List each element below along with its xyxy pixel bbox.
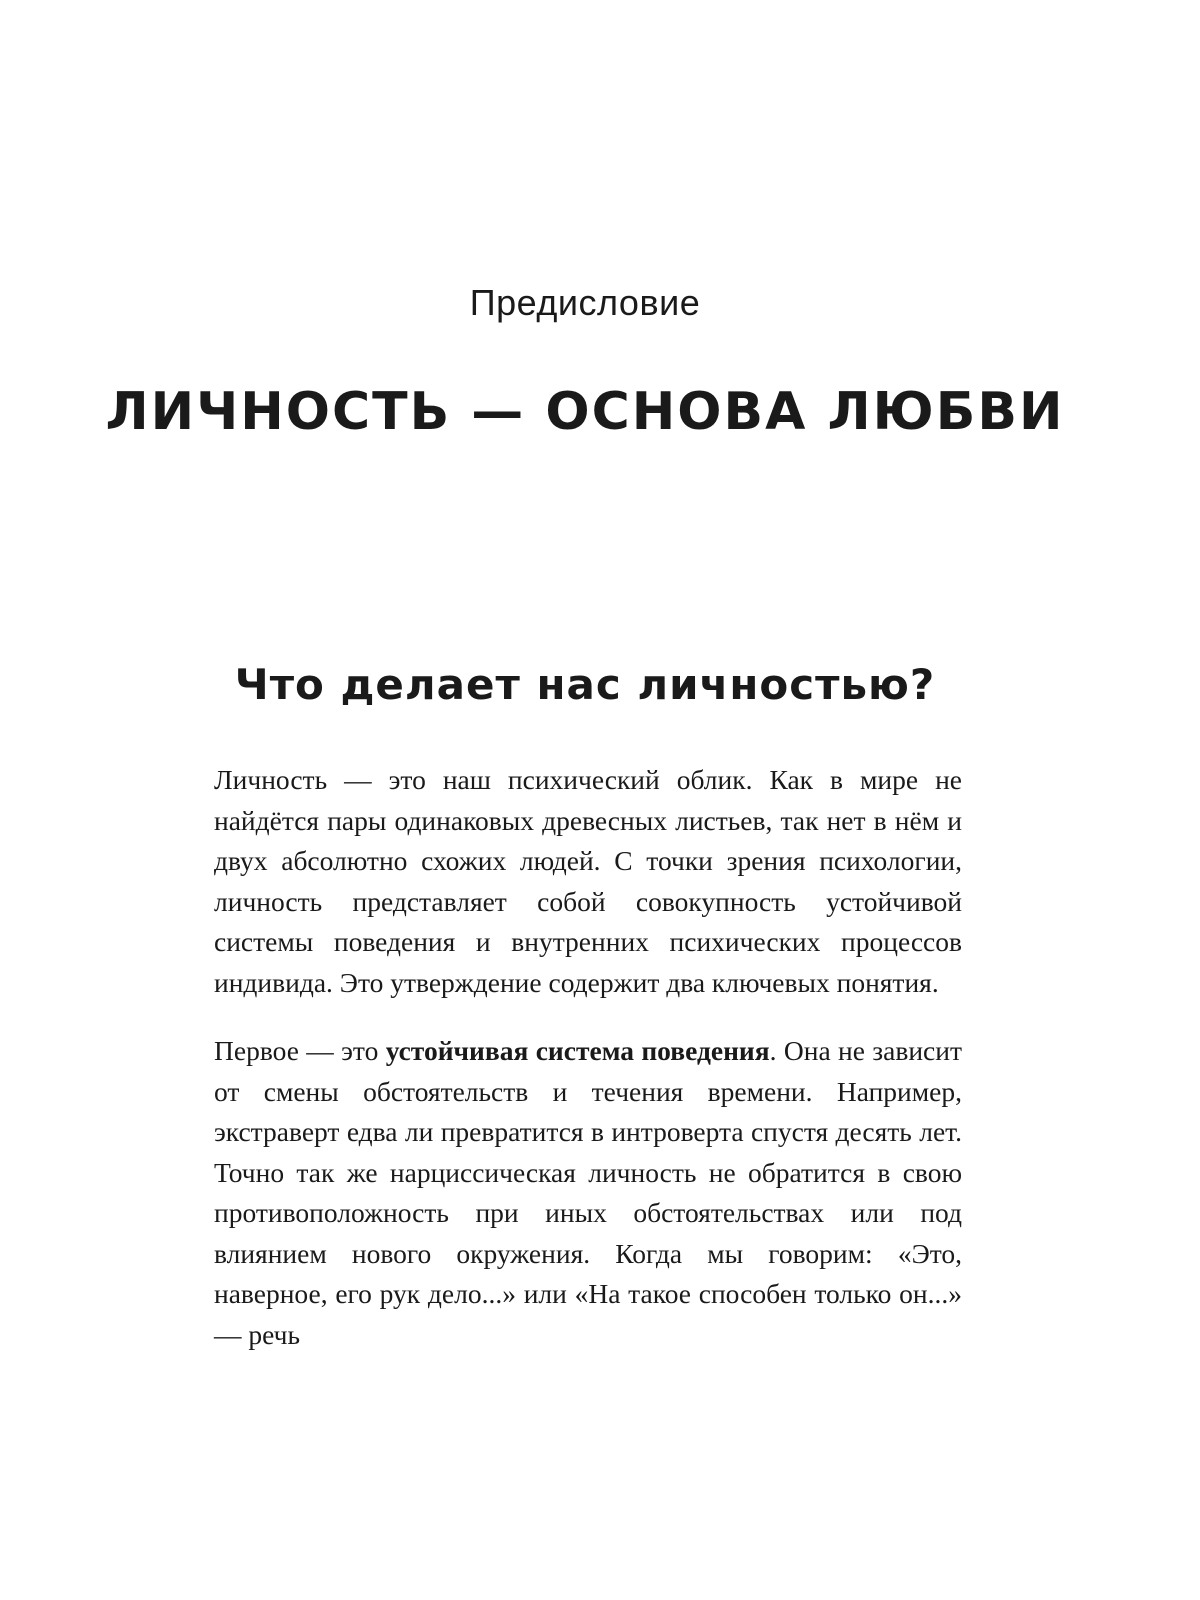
chapter-title: ЛИЧНОСТЬ — ОСНОВА ЛЮБВИ [105, 382, 1065, 442]
paragraph-2 [214, 1031, 962, 1355]
body-text [214, 760, 962, 1383]
paragraph-2-start: Первое — это [214, 1035, 386, 1066]
paragraph-2-rest: . Она не зависит от смены обстоятельств и течения времени. Например, экстраверт едва ли превратится в интроверта спустя десять лет. Точно так же нарциссическая личность не обратится в свою противоположность при иных обстоятельствах или под влиянием нового окружения. Когда мы говорим: «Это, наверное, его рук дело...» или «На такое способен только он...» — речь [214, 1035, 962, 1350]
preface-label: Предисловие [469, 282, 701, 323]
paragraph-1: Личность — это наш психический облик. Как в мире не найдётся пары одинаковых древесных листьев, так нет в нём и двух абсолютно схожих людей. С точки зрения психологии, личность представляет собой совокупность устойчивой системы поведения и внутренних психических процессов индивида. Это утверждение содержит два ключевых понятия. [214, 764, 962, 998]
paragraph-2-bold-term: устойчивая система поведения [385, 1035, 770, 1066]
section-title: Что делает нас личностью? [234, 660, 936, 709]
